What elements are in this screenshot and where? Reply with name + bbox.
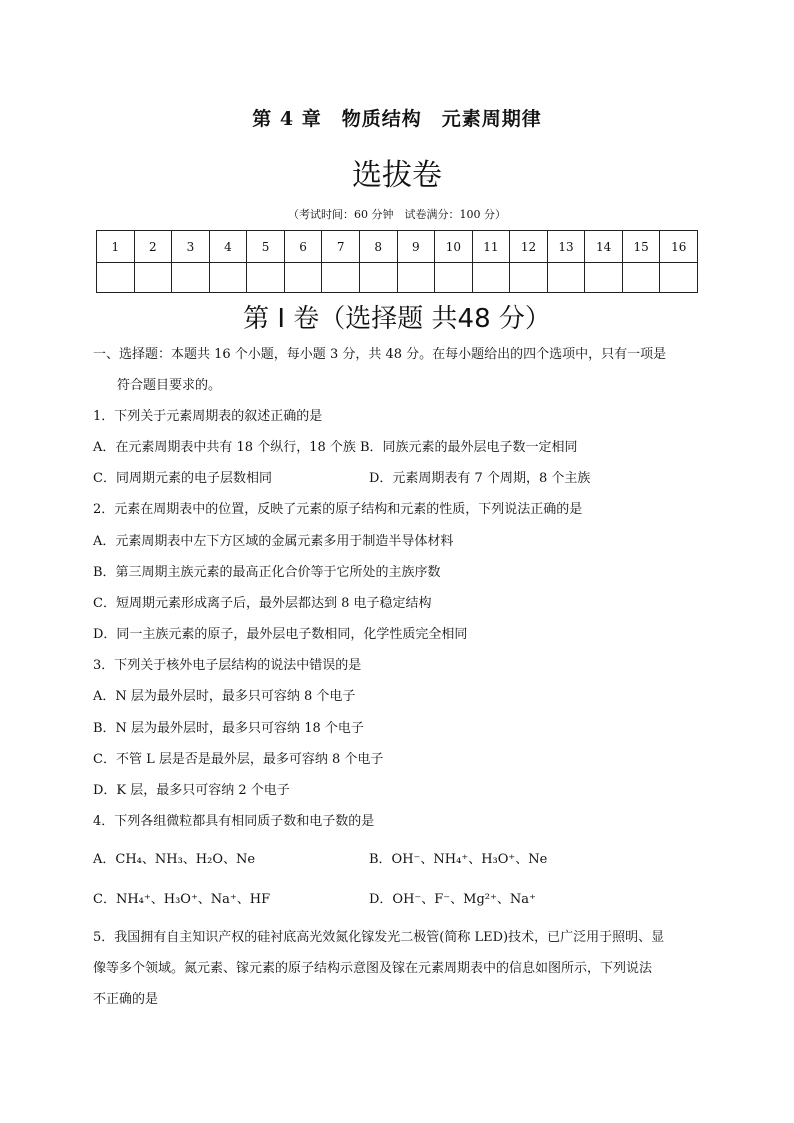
- answer-number: 16: [660, 231, 698, 263]
- answer-table: [96, 230, 698, 293]
- answer-number: 8: [359, 231, 397, 263]
- answer-cell[interactable]: [247, 263, 285, 293]
- question-2-option-b: B．第三周期主族元素的最高正化合价等于它所处的主族序数: [93, 565, 441, 580]
- answer-number: 9: [397, 231, 435, 263]
- section-instruction: 一、选择题：本题共 16 个小题，每小题 3 分，共 48 分。在每小题给出的四个选项中，只有一项是: [93, 347, 667, 362]
- question-1-option-c: C．同周期元素的电子层数相同: [93, 471, 272, 486]
- section-title: 第 I 卷（选择题 共48 分）: [243, 304, 551, 334]
- question-4-option-a: A．CH₄、NH₃、H₂O、Ne: [93, 852, 256, 867]
- answer-cell[interactable]: [435, 263, 473, 293]
- question-5-line-2: 像等多个领域。氮元素、镓元素的原子结构示意图及镓在元素周期表中的信息如图所示，下列说法: [93, 961, 653, 976]
- answer-cell[interactable]: [472, 263, 510, 293]
- answer-number: 13: [547, 231, 585, 263]
- question-4-option-d: D．OH⁻、F⁻、Mg²⁺、Na⁺: [369, 892, 536, 907]
- question-3-stem: 3．下列关于核外电子层结构的说法中错误的是: [93, 658, 362, 673]
- question-1-option-ab: A．在元素周期表中共有 18 个纵行，18 个族 B．同族元素的最外层电子数一定相同: [93, 440, 578, 455]
- exam-title: 选拔卷: [352, 158, 442, 193]
- question-5-line-1: 5．我国拥有自主知识产权的硅衬底高光效氮化镓发光二极管(简称 LED)技术，已广泛用于照明、显: [93, 930, 665, 945]
- answer-cell[interactable]: [172, 263, 210, 293]
- question-1-stem: 1．下列关于元素周期表的叙述正确的是: [93, 409, 323, 424]
- question-5-line-3: 不正确的是: [93, 992, 159, 1007]
- question-3-option-a: A．N 层为最外层时，最多只可容纳 8 个电子: [93, 689, 356, 704]
- answer-number: 11: [472, 231, 510, 263]
- answer-cell[interactable]: [359, 263, 397, 293]
- answer-cell[interactable]: [322, 263, 360, 293]
- question-3-option-c: C．不管 L 层是否是最外层，最多可容纳 8 个电子: [93, 752, 384, 767]
- answer-number: 5: [247, 231, 285, 263]
- answer-cell[interactable]: [284, 263, 322, 293]
- question-4-stem: 4．下列各组微粒都具有相同质子数和电子数的是: [93, 814, 375, 829]
- answer-cell[interactable]: [510, 263, 548, 293]
- question-4-option-c: C．NH₄⁺、H₃O⁺、Na⁺、HF: [93, 892, 271, 907]
- answer-cell[interactable]: [97, 263, 135, 293]
- section-instruction-cont: 符合题目要求的。: [117, 378, 222, 393]
- answer-cell[interactable]: [622, 263, 660, 293]
- answer-number: 14: [585, 231, 623, 263]
- answer-number: 1: [97, 231, 135, 263]
- answer-number: 3: [172, 231, 210, 263]
- answer-blank-row: [97, 263, 698, 293]
- question-3-option-b: B．N 层为最外层时，最多只可容纳 18 个电子: [93, 721, 364, 736]
- answer-cell[interactable]: [209, 263, 247, 293]
- question-2-option-a: A．元素周期表中左下方区域的金属元素多用于制造半导体材料: [93, 534, 454, 549]
- answer-number: 10: [435, 231, 473, 263]
- answer-number: 7: [322, 231, 360, 263]
- question-2-stem: 2．元素在周期表中的位置，反映了元素的原子结构和元素的性质，下列说法正确的是: [93, 502, 583, 517]
- answer-cell[interactable]: [397, 263, 435, 293]
- question-3-option-d: D．K 层，最多只可容纳 2 个电子: [93, 783, 290, 798]
- answer-number-row: [97, 231, 698, 263]
- question-1-option-d: D．元素周期表有 7 个周期，8 个主族: [369, 471, 591, 486]
- answer-number: 12: [510, 231, 548, 263]
- answer-number: 15: [622, 231, 660, 263]
- answer-cell[interactable]: [660, 263, 698, 293]
- exam-info: （考试时间：60 分钟 试卷满分：100 分）: [288, 208, 506, 221]
- question-2-option-c: C．短周期元素形成离子后，最外层都达到 8 电子稳定结构: [93, 596, 432, 611]
- answer-cell[interactable]: [585, 263, 623, 293]
- question-4-option-b: B．OH⁻、NH₄⁺、H₃O⁺、Ne: [369, 852, 548, 867]
- answer-number: 4: [209, 231, 247, 263]
- question-2-option-d: D．同一主族元素的原子，最外层电子数相同，化学性质完全相同: [93, 627, 468, 642]
- answer-cell[interactable]: [134, 263, 172, 293]
- answer-number: 2: [134, 231, 172, 263]
- answer-cell[interactable]: [547, 263, 585, 293]
- answer-number: 6: [284, 231, 322, 263]
- chapter-title: 第 4 章 物质结构 元素周期律: [252, 108, 542, 130]
